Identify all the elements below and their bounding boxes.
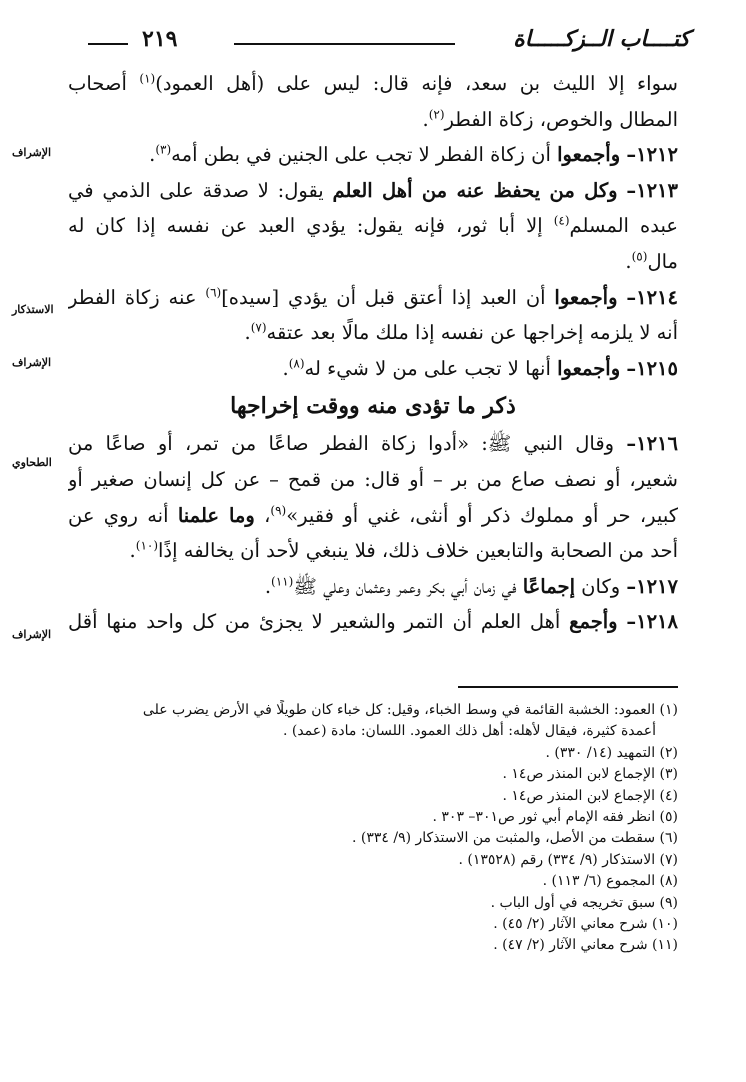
margin-note-1212: الإشراف	[12, 146, 52, 159]
text-line: عبده المسلم$^{(٤)}$ إلا أبا ثور، فإنه يقول: يؤدي العبد عن نفسه إذا كان له	[68, 213, 678, 238]
footnote-6: (٦) سقطت من الأصل، والمثبت من الاستذكار (٩/ ٣٣٤) .	[351, 830, 678, 847]
margin-note-1216: الطحاوي	[12, 456, 52, 469]
footnote-3: (٣) الإجماع لابن المنذر ص١٤ .	[502, 766, 678, 783]
paragraph-1214: ١٢١٤– وأجمعوا أن العبد إذا أعتق قبل أن يؤدي [سيده]$^{(٦)}$ عنه زكاة الفطر	[68, 285, 678, 309]
page-number: ٢١٩	[142, 26, 178, 52]
text-line: أنه لا يلزمه إخراجها عن نفسه إذا ملك مالًا بعد عتقه$^{(٧)}$.	[244, 320, 678, 345]
paragraph-1218: ١٢١٨– وأجمع أهل العلم أن التمر والشعير لا يجزئ من كل واحد منها أقل	[68, 610, 678, 634]
footnote-ref[interactable]: (٦)	[205, 285, 222, 300]
text-line: سواء إلا الليث بن سعد، فإنه قال: ليس على (أهل العمود)$^{(١)}$ أصحاب	[68, 71, 678, 95]
footnote-11: (١١) شرح معاني الآثار (٢/ ٤٧) .	[493, 937, 678, 954]
main-text	[68, 66, 678, 640]
footnote-9: (٩) سبق تخريجه في أول الباب .	[490, 894, 678, 911]
paragraph-1216: ١٢١٦– وقال النبي ﷺ: «أدوا زكاة الفطر صاعًا من تمر، أو صاعًا من	[68, 432, 678, 456]
paragraph-1217: ١٢١٧– وكان إجماعًا في زمان أبي بكر وعمر وعثمان وعلي ﷺ$^{(١١)}$.	[264, 574, 678, 598]
footnote-ref[interactable]: (١)	[139, 71, 156, 86]
text-line: المطال والخوص، زكاة الفطر$^{(٢)}$.	[422, 107, 678, 131]
footnote-ref[interactable]: (٧)	[250, 320, 267, 335]
footnote-5: (٥) انظر فقه الإمام أبي ثور ص٣٠١– ٣٠٣ .	[432, 808, 678, 825]
footnote-10: (١٠) شرح معاني الآثار (٢/ ٤٥) .	[493, 915, 678, 932]
footnote-1-continued: أعمدة كثيرة، فيقال لأهله: أهل ذلك العمود. اللسان: مادة (عمد) .	[282, 723, 656, 740]
text-line: كبير، حر أو مملوك ذكر أو أنثى، غني أو فقير»$^{(٩)}$، وما علمنا أنه روي عن	[68, 503, 678, 527]
footnote-ref[interactable]: (٥)	[631, 249, 648, 264]
footnote-ref[interactable]: (٤)	[553, 213, 570, 228]
footnote-1: (١) العمود: الخشبة القائمة في وسط الخباء، وقيل: كل خباء كان طويلًا في الأرض يضرب على	[142, 702, 678, 718]
footnote-ref[interactable]: (٢)	[428, 107, 445, 122]
running-header	[84, 22, 690, 62]
text-line: شعير، أو نصف صاع من بر – أو قال: من قمح – عن كل إنسان صغير أو	[68, 467, 678, 491]
footnote-4: (٤) الإجماع لابن المنذر ص١٤ .	[502, 787, 678, 804]
footnote-ref[interactable]: (٣)	[155, 142, 172, 157]
margin-note-1215: الإشراف	[12, 356, 52, 369]
text-line: أحد من الصحابة والتابعين خلاف ذلك، فلا ينبغي لأحد أن يخالفه إذًا$^{(١٠)}$.	[129, 538, 678, 563]
paragraph-1213: ١٢١٣– وكل من يحفظ عنه من أهل العلم يقول: لا صدقة على الذمي في	[68, 178, 678, 202]
margin-note-1218: الإشراف	[12, 628, 52, 641]
footnote-8: (٨) المجموع (٦/ ١١٣) .	[542, 873, 678, 890]
chapter-title: كتــــاب الــزكـــــاة	[513, 26, 690, 52]
footnote-7: (٧) الاستذكار (٩/ ٣٣٤) رقم (١٣٥٢٨) .	[458, 851, 678, 868]
footnote-separator	[458, 686, 678, 688]
footnote-2: (٢) التمهيد (١٤/ ٣٣٠) .	[545, 744, 678, 761]
paragraph-1215: ١٢١٥– وأجمعوا أنها لا تجب على من لا شيء له$^{(٨)}$.	[282, 356, 678, 380]
margin-note-1214: الاستذكار	[12, 303, 54, 316]
paragraph-1212: ١٢١٢– وأجمعوا أن زكاة الفطر لا تجب على الجنين في بطن أمه$^{(٣)}$.	[149, 142, 678, 167]
header-rule	[234, 43, 455, 45]
text-line: مال$^{(٥)}$.	[625, 249, 678, 273]
footnote-ref[interactable]: (٩)	[270, 503, 287, 518]
footnote-ref[interactable]: (١٠)	[135, 538, 159, 553]
footnote-ref[interactable]: (١١)	[271, 574, 294, 589]
footnote-ref[interactable]: (٨)	[288, 356, 305, 371]
footnotes	[63, 700, 678, 957]
section-heading: ذكر ما تؤدى منه ووقت إخراجها	[230, 393, 516, 420]
header-dash	[88, 43, 128, 45]
